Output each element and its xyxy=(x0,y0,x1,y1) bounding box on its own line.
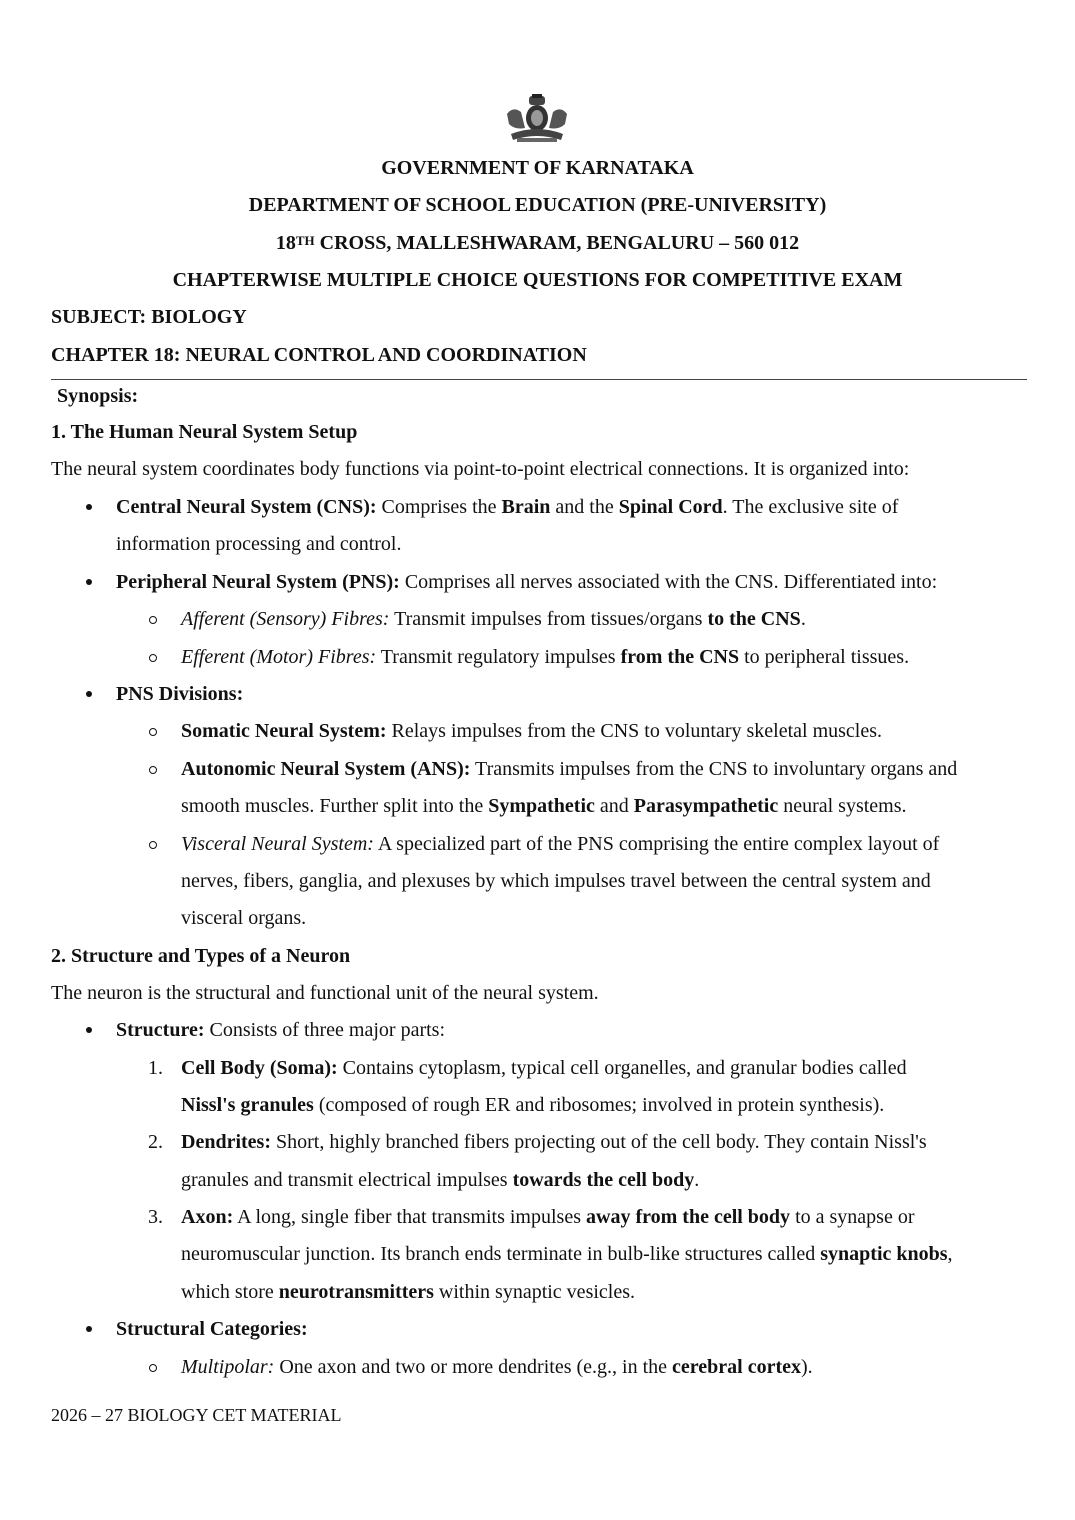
list-number: 1. xyxy=(148,1057,163,1079)
header-divider xyxy=(51,379,1027,380)
chapter-heading: CHAPTER 18: NEURAL CONTROL AND COORDINATION xyxy=(51,344,587,366)
ans-item-cont: smooth muscles. Further split into the Sympathetic and Parasympathetic neural systems. xyxy=(181,795,907,817)
cell-body-item-cont: Nissl's granules (composed of rough ER and ribosomes; involved in protein synthesis). xyxy=(181,1094,885,1116)
bullet-icon xyxy=(86,579,92,585)
bullet-icon xyxy=(86,504,92,510)
document-title: CHAPTERWISE MULTIPLE CHOICE QUESTIONS FOR COMPETITIVE EXAM xyxy=(172,269,903,291)
axon-item: Axon: A long, single fiber that transmits impulses away from the cell body to a synapse or xyxy=(181,1206,915,1228)
subject-heading: SUBJECT: BIOLOGY xyxy=(51,306,247,328)
multipolar-item: Multipolar: One axon and two or more dendrites (e.g., in the cerebral cortex). xyxy=(181,1356,813,1378)
address-line: 18TH CROSS, MALLESHWARAM, BENGALURU – 560 012 xyxy=(275,232,800,254)
visceral-item-cont2: visceral organs. xyxy=(181,907,307,929)
sub-bullet-icon xyxy=(149,1364,157,1372)
section-1-title: 1. The Human Neural System Setup xyxy=(51,421,358,443)
synopsis-label: Synopsis: xyxy=(57,385,139,407)
sub-bullet-icon xyxy=(149,616,157,624)
bullet-icon xyxy=(86,1326,92,1332)
page-footer: 2026 – 27 BIOLOGY CET MATERIAL xyxy=(51,1405,342,1425)
karnataka-emblem-icon xyxy=(503,94,571,144)
visceral-item-cont: nerves, fibers, ganglia, and plexuses by which impulses travel between the central system and xyxy=(181,870,931,892)
department-title: DEPARTMENT OF SCHOOL EDUCATION (PRE-UNIVERSITY) xyxy=(248,194,827,216)
sub-bullet-icon xyxy=(149,841,157,849)
list-number: 3. xyxy=(148,1206,163,1228)
govt-title: GOVERNMENT OF KARNATAKA xyxy=(381,157,694,179)
dendrites-item: Dendrites: Short, highly branched fibers projecting out of the cell body. They contain Nissl's xyxy=(181,1131,927,1153)
sub-bullet-icon xyxy=(149,728,157,736)
pns-divisions-item: PNS Divisions: xyxy=(116,683,244,705)
sub-bullet-icon xyxy=(149,654,157,662)
pns-item: Peripheral Neural System (PNS): Comprises all nerves associated with the CNS. Differentiated into: xyxy=(116,571,938,593)
bullet-icon xyxy=(86,691,92,697)
structure-item: Structure: Consists of three major parts: xyxy=(116,1019,446,1041)
section-2-intro: The neuron is the structural and functional unit of the neural system. xyxy=(51,982,599,1004)
sub-bullet-icon xyxy=(149,766,157,774)
list-number: 2. xyxy=(148,1131,163,1153)
efferent-item: Efferent (Motor) Fibres: Transmit regulatory impulses from the CNS to peripheral tissues. xyxy=(181,646,910,668)
cell-body-item: Cell Body (Soma): Contains cytoplasm, typical cell organelles, and granular bodies called xyxy=(181,1057,907,1079)
axon-item-cont2: which store neurotransmitters within synaptic vesicles. xyxy=(181,1281,635,1303)
afferent-item: Afferent (Sensory) Fibres: Transmit impulses from tissues/organs to the CNS. xyxy=(181,608,806,630)
structural-categories-item: Structural Categories: xyxy=(116,1318,308,1340)
bullet-icon xyxy=(86,1027,92,1033)
dendrites-item-cont: granules and transmit electrical impulses towards the cell body. xyxy=(181,1169,700,1191)
ans-item: Autonomic Neural System (ANS): Transmits impulses from the CNS to involuntary organs and xyxy=(181,758,958,780)
cns-item: Central Neural System (CNS): Comprises the Brain and the Spinal Cord. The exclusive site of xyxy=(116,496,899,518)
cns-item-cont: information processing and control. xyxy=(116,533,402,555)
axon-item-cont: neuromuscular junction. Its branch ends terminate in bulb-like structures called synaptic knobs, xyxy=(181,1243,953,1265)
visceral-item: Visceral Neural System: A specialized part of the PNS comprising the entire complex layout of xyxy=(181,833,940,855)
section-1-intro: The neural system coordinates body functions via point-to-point electrical connections. It is organized into: xyxy=(51,458,910,480)
section-2-title: 2. Structure and Types of a Neuron xyxy=(51,945,351,967)
somatic-item: Somatic Neural System: Relays impulses from the CNS to voluntary skeletal muscles. xyxy=(181,720,883,742)
